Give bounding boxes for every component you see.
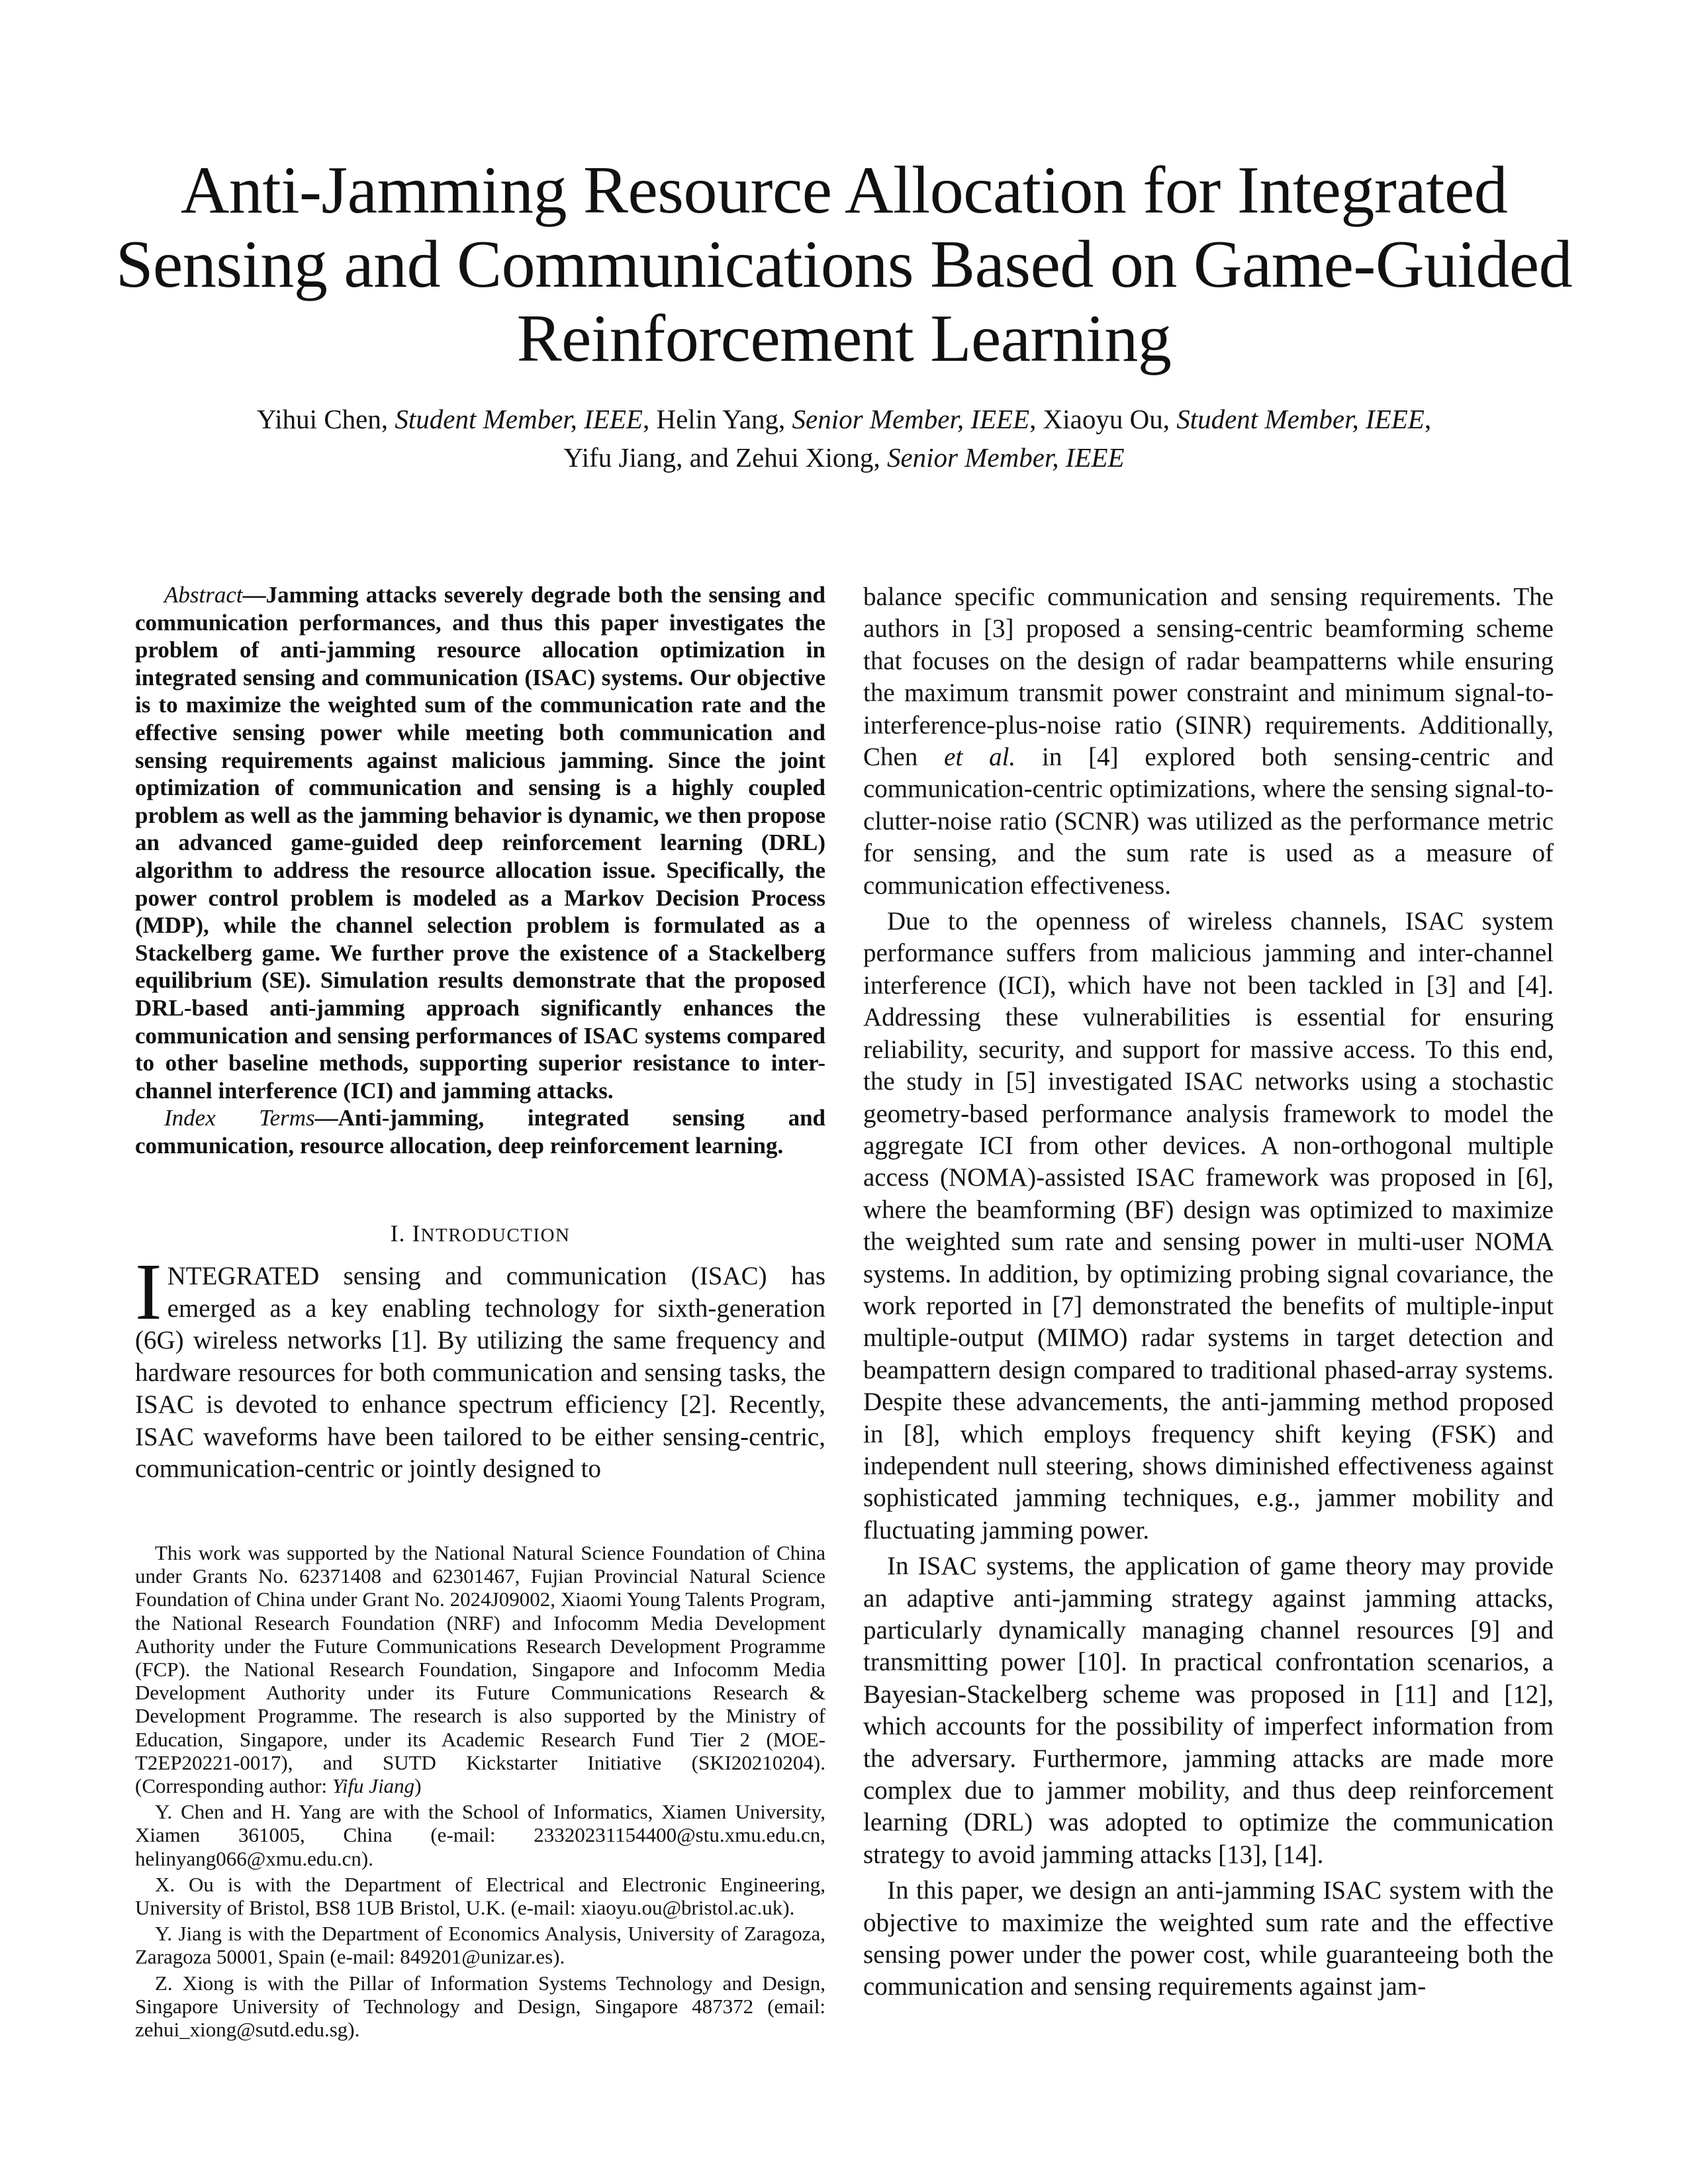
abstract-text: —Jamming attacks severely degrade both the sensing and communication performances, and thus this paper investigates the problem of anti-jamming resource allocation optimization in integrated sensing and communication (ISAC) systems. Our objective is to maximize the weighted sum of the communication rate and the effective sensing power while meeting both communication and sensing requirements against malicious jamming. Since the joint optimization of communication and sensing is a highly coupled problem as well as the jamming behavior is dynamic, we then propose an advanced game-guided deep reinforcement learning (DRL) algorithm to address the resource allocation issue. Specifically, the power control problem is modeled as a Markov Decision Process (MDP), while the channel selection problem is formulated as a Stackelberg game. We further prove the existence of a Stackelberg equilibrium (SE). Simulation results demonstrate that the proposed DRL-based anti-jamming approach significantly enhances the communication and sensing performances of ISAC systems compared to other baseline methods, supporting superior resistance to inter-channel interference (ICI) and jamming attacks. (135, 582, 825, 1104)
affiliation-footnote: Y. Chen and H. Yang are with the School of Informatics, Xiamen University, Xiamen 361005, China (e-mail: 23320231154400@stu.xmu.edu.cn, helinyang066@xmu.edu.cn). (135, 1800, 825, 1870)
right-column (863, 581, 1554, 2003)
author-membership: Senior Member, IEEE (792, 404, 1030, 434)
affiliation-footnote: X. Ou is with the Department of Electrical and Electronic Engineering, University of Bristol, BS8 1UB Bristol, U.K. (e-mail: xiaoyu.ou@bristol.ac.uk). (135, 1872, 825, 1920)
index-terms-label: Index Terms (164, 1105, 315, 1131)
index-terms-text: —Anti-jamming, integrated sensing and communication, resource allocation, deep reinforcement learning. (135, 1105, 825, 1159)
body-paragraph: In this paper, we design an anti-jamming ISAC system with the objective to maximize the weighted sum rate and the effective sensing power under the power cost, while guaranteeing both the communication and sensing requirements against jam- (863, 1876, 1554, 2001)
author-list: Yihui Chen, Student Member, IEEE, Helin Yang, Senior Member, IEEE, Xiaoyu Ou, Student Member, IEEE, Yifu Jiang, and Zehui Xiong, Senior Member, IEEE (256, 404, 1432, 473)
funding-footnote: This work was supported by the National Natural Science Foundation of China under Grants No. 62371408 and 62301467, Fujian Provincial Natural Science Foundation of China under Grant No. 2024J09002, Xiaomi Young Talents Program, the National Research Foundation (NRF) and Infocomm Media Development Authority under the Future Communications Research Development Programme (FCP). the National Research Foundation, Singapore and Infocomm Media Development Authority under its Future Communications Research & Development Programme. The research is also supported by the Ministry of Education, Singapore, under its Academic Research Fund Tier 2 (MOE-T2EP20221-0017), and SUTD Kickstarter Initiative (SKI20210204). (Corresponding author: Yifu Jiang) (135, 1541, 825, 1798)
author-name: Yihui Chen (256, 404, 381, 434)
section-heading-introduction: I. INTRODUCTION (390, 1220, 571, 1247)
body-paragraph: In ISAC systems, the application of game theory may provide an adaptive anti-jamming strategy against jamming attacks, particularly dynamically managing channel resources [9] and transmitting power [10]. In practical confrontation scenarios, a Bayesian-Stackelberg scheme was proposed in [11] and [12], which accounts for the possibility of imperfect information from the adversary. Furthermore, jamming attacks are made more complex due to jammer mobility, and thus deep reinforcement learning (DRL) was adopted to optimize the communication strategy to avoid jamming attacks [13], [14]. (863, 1552, 1554, 1869)
author-membership: Senior Member, IEEE (886, 442, 1125, 473)
author-name: Yifu Jiang (563, 442, 677, 473)
author-name: Zehui Xiong (735, 442, 874, 473)
abstract (135, 581, 825, 1104)
abstract-label: Abstract (164, 582, 243, 608)
body-paragraph: Due to the openness of wireless channels, ISAC system performance suffers from malicious jamming and inter-channel interference (ICI), which have not been tackled in [3] and [4]. Addressing these vulnerabilities is essential for ensuring reliability, security, and support for massive access. To this end, the study in [5] investigated ISAC networks using a stochastic geometry-based performance analysis framework to model the aggregate ICI from other devices. A non-orthogonal multiple access (NOMA)-assisted ISAC framework was proposed in [6], where the beamforming (BF) design was optimized to maximize the weighted sum rate and sensing power in multi-user NOMA systems. In addition, by optimizing probing signal covariance, the work reported in [7] demonstrated the benefits of multiple-input multiple-output (MIMO) radar systems in target detection and beampattern design compared to traditional phased-array systems. Despite these advancements, the anti-jamming method proposed in [8], which employs frequency shift keying (FSK) and independent null steering, shows diminished effectiveness against sophisticated jamming techniques, e.g., jammer mobility and fluctuating jamming power. (863, 907, 1554, 1544)
index-terms (135, 1104, 825, 1159)
body-paragraph: balance specific communication and sensing requirements. The authors in [3] proposed a sensing-centric beamforming scheme that focuses on the design of radar beampatterns while ensuring the maximum transmit power constraint and minimum signal-to-interference-plus-noise ratio (SINR) requirements. Additionally, Chen et al. in [4] explored both sensing-centric and communication-centric optimizations, where the sensing signal-to-clutter-noise ratio (SCNR) was utilized as the performance metric for sensing, and the sum rate is used as a measure of communication effectiveness. (863, 583, 1554, 900)
author-name: Helin Yang (656, 404, 778, 434)
paper-title: Anti-Jamming Resource Allocation for Integrated Sensing and Communications Based on Game-Guided Reinforcement Learning (115, 153, 1573, 376)
footnotes (135, 1541, 825, 2044)
author-membership: Student Member, IEEE (395, 404, 643, 434)
affiliation-footnote: Z. Xiong is with the Pillar of Information Systems Technology and Design, Singapore University of Technology and Design, Singapore 487372 (email: zehui_xiong@sutd.edu.sg). (135, 1971, 825, 2042)
affiliation-footnote: Y. Jiang is with the Department of Economics Analysis, University of Zaragoza, Zaragoza 50001, Spain (e-mail: 849201@unizar.es). (135, 1922, 825, 1969)
author-membership: Student Member, IEEE (1176, 404, 1425, 434)
author-name: Xiaoyu Ou (1043, 404, 1163, 434)
left-column (135, 581, 825, 1486)
intro-paragraph: INTEGRATED sensing and communication (ISAC) has emerged as a key enabling technology for sixth-generation (6G) wireless networks [1]. By utilizing the same frequency and hardware resources for both communication and sensing tasks, the ISAC is devoted to enhance spectrum efficiency [2]. Recently, ISAC waveforms have been tailored to be either sensing-centric, communication-centric or jointly designed to (135, 1247, 825, 1484)
drop-cap: I (135, 1247, 162, 1337)
